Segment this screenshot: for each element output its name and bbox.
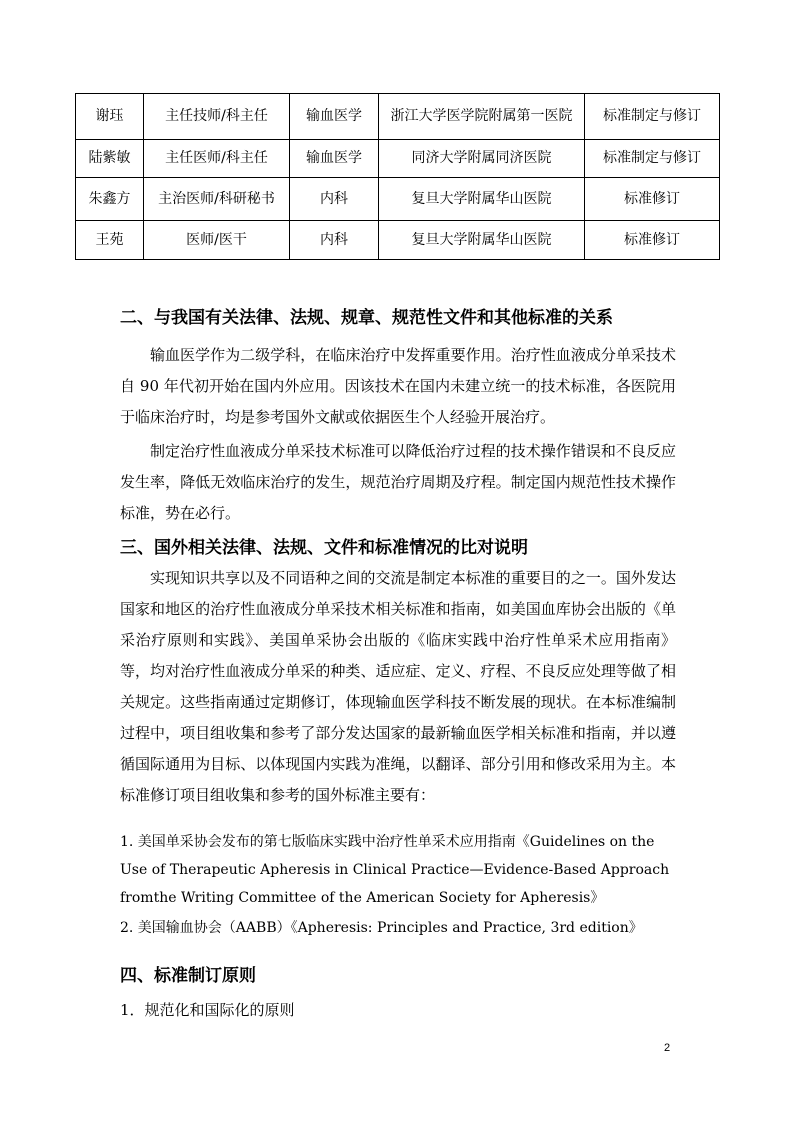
staff-table: [75, 93, 720, 260]
cell-role: 标准制定与修订: [585, 94, 720, 140]
cell-specialty: 输血医学: [290, 94, 379, 140]
section-2-heading: 二、与我国有关法律、法规、规章、规范性文件和其他标准的关系: [120, 308, 613, 328]
page-number: 2: [664, 1042, 671, 1054]
cell-title: 主任技师/科主任: [144, 94, 290, 140]
table-row: [76, 94, 720, 140]
reference-2: 2. 美国输血协会（AABB）《Apheresis: Principles and Practice, 3rd edition》: [120, 920, 643, 936]
table-row: [76, 221, 720, 260]
cell-institution: 复旦大学附属华山医院: [379, 221, 585, 260]
cell-name: 朱鑫方: [76, 178, 144, 221]
cell-specialty: 内科: [290, 178, 379, 221]
cell-title: 医师/医干: [144, 221, 290, 260]
reference-1: 1. 美国单采协会发布的第七版临床实践中治疗性单采术应用指南《Guidelines on the Use of Therapeutic Apheresis in Clinical Practice—Evidence-Based Approach fromthe Writing Committee of the American Society for Apheresis》: [120, 834, 670, 906]
cell-role: 标准制定与修订: [585, 140, 720, 178]
section-3-heading: 三、国外相关法律、法规、文件和标准情况的比对说明: [120, 538, 528, 558]
cell-institution: 浙江大学医学院附属第一医院: [379, 94, 585, 140]
table-row: [76, 140, 720, 178]
cell-institution: 同济大学附属同济医院: [379, 140, 585, 178]
cell-specialty: 内科: [290, 221, 379, 260]
principle-item-1: 1．规范化和国际化的原则: [120, 1001, 295, 1019]
section-3-paragraph: 实现知识共享以及不同语种之间的交流是制定本标准的重要目的之一。国外发达国家和地区的治疗性血液成分单采技术相关标准和指南，如美国血库协会出版的《单采治疗原则和实践》、美国单采协会出版的《临床实践中治疗性单采术应用指南》等，均对治疗性血液成分单采的种类、适应症、定义、疗程、不良反应处理等做了相关规定。这些指南通过定期修订，体现输血医学科技不断发展的现状。在本标准编制过程中，项目组收集和参考了部分发达国家的最新输血医学相关标准和指南，并以遵循国际通用为目标、以体现国内实践为准绳，以翻译、部分引用和修改采用为主。本标准修订项目组收集和参考的国外标准主要有：: [120, 569, 676, 804]
table-row: [76, 178, 720, 221]
section-2-paragraph-1: 输血医学作为二级学科，在临床治疗中发挥重要作用。治疗性血液成分单采技术自 90 年代初开始在国内外应用。因该技术在国内未建立统一的技术标准，各医院用于临床治疗时，均是参考国外文献或依据医生个人经验开展治疗。: [120, 346, 676, 426]
cell-title: 主任医师/科主任: [144, 140, 290, 178]
cell-role: 标准修订: [585, 178, 720, 221]
section-4-heading: 四、标准制订原则: [120, 966, 256, 986]
cell-title: 主治医师/科研秘书: [144, 178, 290, 221]
cell-role: 标准修订: [585, 221, 720, 260]
cell-specialty: 输血医学: [290, 140, 379, 178]
cell-institution: 复旦大学附属华山医院: [379, 178, 585, 221]
cell-name: 王苑: [76, 221, 144, 260]
section-2-paragraph-2: 制定治疗性血液成分单采技术标准可以降低治疗过程的技术操作错误和不良反应发生率，降低无效临床治疗的发生，规范治疗周期及疗程。制定国内规范性技术操作标准，势在必行。: [120, 442, 676, 522]
cell-name: 陆紫敏: [76, 140, 144, 178]
cell-name: 谢珏: [76, 94, 144, 140]
